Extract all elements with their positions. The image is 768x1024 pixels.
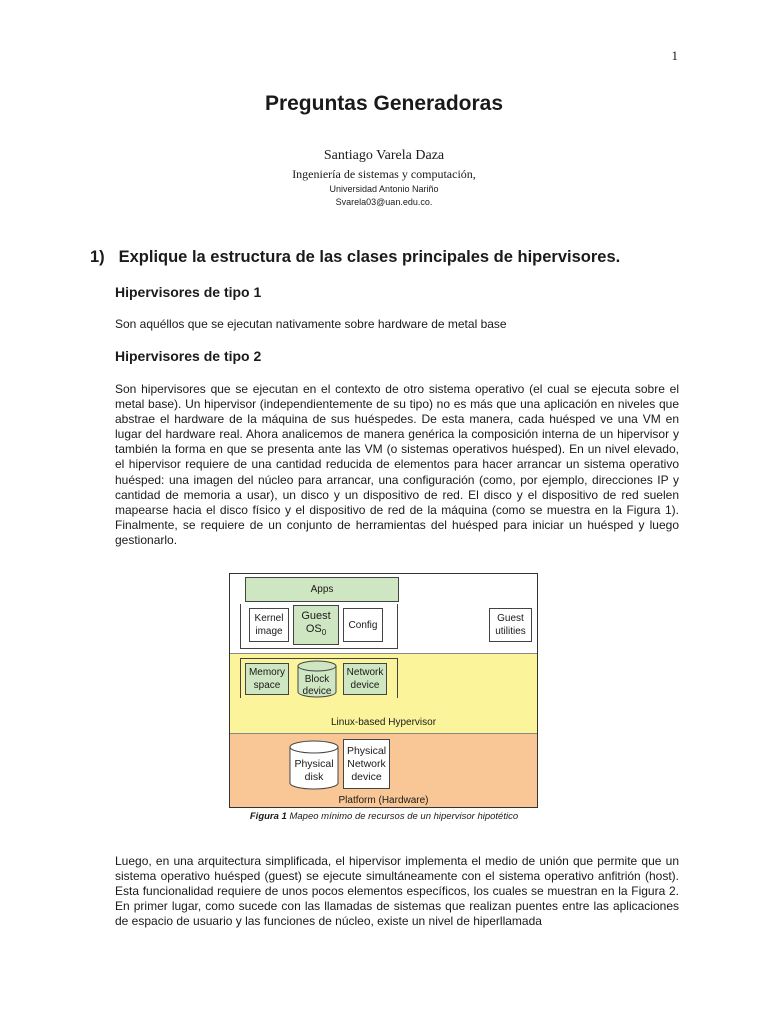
guest-os-label-1: Guest: [301, 610, 331, 623]
guest-layer: [230, 574, 537, 653]
section1-body: Son aquéllos que se ejecutan nativamente sobre hardware de metal base: [115, 317, 507, 331]
kernel-image-box: [249, 608, 289, 642]
figure-diagram: [229, 573, 538, 808]
hypervisor-layer: [230, 653, 537, 734]
apps-box: [245, 577, 399, 602]
caption-label: Figura 1: [249, 811, 287, 822]
memory-space-label-1: Memory: [248, 667, 286, 678]
caption-text: Mapeo mínimo de recursos de un hipervisor hipotético: [286, 811, 519, 822]
section2-heading: Hipervisores de tipo 2: [115, 348, 262, 364]
config-box: [343, 608, 383, 642]
physical-disk-label-2: disk: [304, 771, 324, 783]
section2-body: Son hipervisores que se ejecutan en el contexto de otro sistema operativo (el cual se ejecuta sobre el metal base). Un hipervisor (independientemente de su tipo) no es más que una aplicación en niveles que abstrae el hardware de la máquina de sus huéspedes. De esta manera, cada huésped ve una VM en lugar del hardware real. Ahora analicemos de manera genérica la composición interna de un hipervisor y también la forma en que se presenta ante las VM (o sistemas operativos huésped). En un nivel elevado, el hipervisor requiere de una cantidad reducida de elementos para hacer arrancar un sistema operativo huésped: una imagen del núcleo para arrancar, una configuración (como, por ejemplo, direcciones IP y cantidad de memoria a usar), un disco y un dispositivo de red. El disco y el dispositivo de red suelen mapearse hacia el disco físico y el dispositivo de red de la máquina (como se muestra en la Figura 1). Finalmente, se requiere de un conjunto de herramientas del huésped para iniciar un huésped y luego gestionarlo.: [115, 382, 679, 547]
physical-network-label-1: Physical: [346, 744, 387, 757]
physical-disk-label-1: Physical: [294, 758, 334, 770]
guest-utilities-label-2: utilities: [495, 626, 526, 637]
question-text: Explique la estructura de las clases principales de hipervisores.: [118, 248, 621, 266]
network-device-box: [343, 663, 387, 695]
paragraph-3: Luego, en una arquitectura simplificada, el hipervisor implementa el medio de unión que permite que un sistema operativo huésped (guest) se ejecute simultáneamente con el sistema operativo anfitrión (host). Esta funcionalidad requiere de unos pocos elementos específicos, los cuales se muestran en la Figura 2. En primer lugar, como sucede con las llamadas de sistemas que realizan puentes entre las aplicaciones de espacio de usuario y las funciones de núcleo, existe un nivel de hiperllamada: [115, 854, 679, 929]
network-device-label-2: device: [350, 680, 380, 691]
physical-disk-cylinder: [288, 739, 340, 791]
guest-os-label-2: OS: [305, 623, 322, 636]
author-email: Svarela03@uan.edu.co.: [335, 197, 433, 207]
apps-label: Apps: [310, 584, 334, 595]
section1-heading: Hipervisores de tipo 1: [115, 284, 262, 300]
guest-os-subscript: 0: [321, 628, 327, 638]
block-device-label-1: Block: [304, 674, 330, 685]
page-title: Preguntas Generadoras: [264, 92, 504, 115]
kernel-image-label-1: Kernel: [254, 613, 284, 624]
guest-utilities-box: [489, 608, 532, 642]
page-number: 1: [671, 48, 678, 63]
guest-utilities-label-1: Guest: [497, 613, 524, 624]
author-department: Ingeniería de sistemas y computación,: [292, 167, 476, 181]
figure-caption: [0, 811, 768, 822]
network-device-label-1: Network: [346, 667, 384, 678]
hardware-layer: [230, 733, 537, 808]
memory-space-label-2: space: [253, 680, 281, 691]
block-device-cylinder: [296, 659, 338, 699]
kernel-image-label-2: image: [255, 626, 283, 637]
memory-space-box: [245, 663, 289, 695]
block-device-label-2: device: [302, 686, 332, 697]
question-number: 1): [90, 248, 105, 266]
guest-os-box: [293, 605, 339, 645]
physical-network-label-2: Network: [347, 757, 386, 770]
hypervisor-label: Linux-based Hypervisor: [330, 717, 437, 728]
physical-network-label-3: device: [351, 770, 382, 783]
platform-label: Platform (Hardware): [338, 795, 429, 806]
physical-network-box: [343, 739, 390, 789]
question-heading: [90, 248, 620, 267]
author-university: Universidad Antonio Nariño: [329, 184, 439, 194]
author-name: Santiago Varela Daza: [323, 148, 445, 163]
config-label: Config: [348, 619, 378, 631]
